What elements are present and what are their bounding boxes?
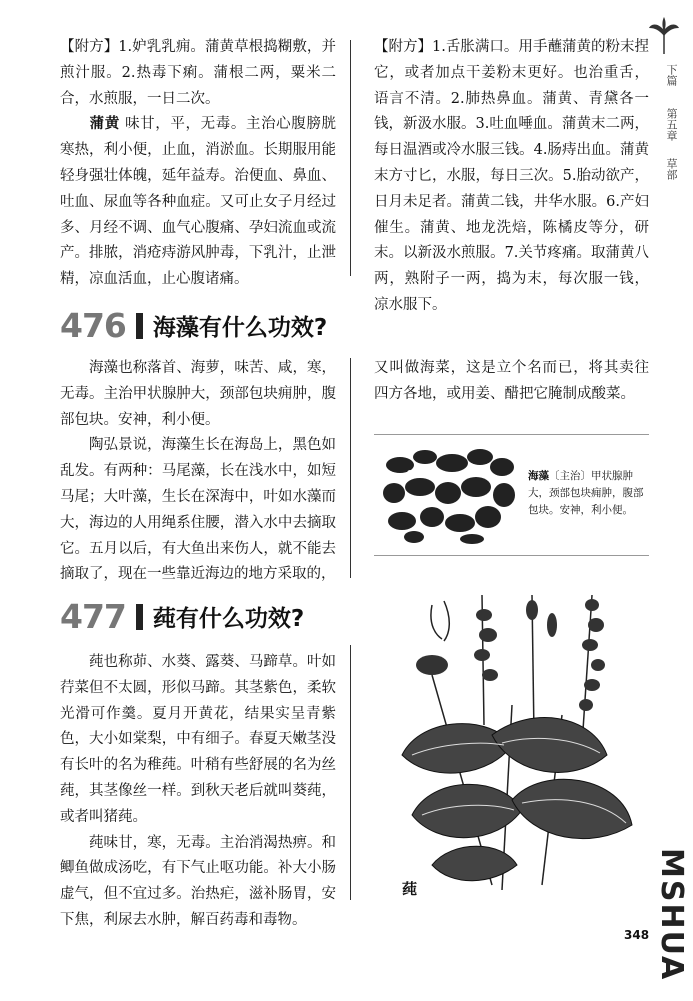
section-title: 莼有什么功效?: [152, 606, 305, 632]
puhuang-label: 蒲黄: [89, 116, 120, 133]
top-right-text: [374, 35, 649, 319]
page-number: 348: [624, 928, 650, 942]
side-volume: 下篇: [665, 64, 678, 86]
leaf-ornament-icon: [647, 16, 681, 60]
formula-text-right: 1.舌胀满口。用手蘸蒲黄的粉末捏它，或者加点干姜粉末更好。也治重舌，语言不清。2.肺热鼻血。蒲黄、青黛各一钱，新汲水服。3.吐血唾血。蒲黄末二两，每日温酒或冷水服三钱。4.肠痔出血。蒲黄末方寸匕，水服，每日三次。5.胎动欲产，日月未足者。蒲黄二钱，井华水服。6.产妇催生。蒲黄、地龙洗焙，陈橘皮等分，研末。以新汲水煎服。7.关节疼痛。取蒲黄八两，熟附子一两，捣为末，每次服一钱，凉水服下。: [374, 39, 650, 313]
column-divider-477: [350, 645, 351, 900]
column-divider-476: [350, 358, 351, 578]
formula-label: 【附方】: [60, 39, 119, 55]
figure-label: 莼: [402, 880, 418, 898]
s476-para2: 陶弘景说，海藻生长在海岛上，黑色如乱发。有两种：马尾藻，长在浅水中，如短马尾；大叶藻，生长在深海中，叶如水藻而大，海边的人用绳系住腰，潜入水中去摘取它。五月以后，有大鱼出来伤人，就不能去摘取了，现在一些靠近海边的地方采取的，: [60, 437, 336, 583]
s476-left-text: [60, 356, 336, 588]
seaweed-caption: [528, 468, 653, 519]
formula-label-right: 【附方】: [374, 39, 433, 55]
caption-name: 海藻: [528, 470, 549, 482]
heading-bar: [136, 313, 143, 339]
figure-rule-bottom: [374, 555, 649, 556]
formula-text: 1.妒乳乳痈。蒲黄草根捣糊敷，并煎汁服。2.热毒下痢。蒲根二两，粟米二合，水煎服，一日二次。: [60, 39, 336, 107]
column-divider-top: [350, 40, 351, 276]
side-section: 草部: [665, 158, 678, 180]
section-number: 476: [60, 306, 126, 345]
top-left-text: [60, 35, 336, 293]
heading-bar: [136, 604, 143, 630]
section-number: 477: [60, 597, 126, 636]
s476-para1: 海藻也称落首、海萝，味苦、咸，寒，无毒。主治甲状腺肿大，颈部包块痈肿，腹部包块。安神，利小便。: [60, 360, 336, 428]
side-chapter: 第五章: [665, 108, 678, 141]
s477-para1: 莼也称茆、水葵、露葵、马蹄草。叶如荇菜但不太圆，形似马蹄。其茎紫色，柔软光滑可作羹。夏月开黄花，结果实呈青紫色，大小如棠梨，中有细子。春夏天嫩茎没有长叶的名为稚莼。叶稍有些舒展的名为丝莼，其茎像丝一样。到秋天老后就叫葵莼，或者叫猪莼。: [60, 654, 336, 825]
water-shield-illustration: [392, 585, 642, 899]
section-477-heading: [60, 597, 304, 636]
section-title: 海藻有什么功效?: [152, 315, 328, 341]
s476-right-text: 又叫做海菜，这是立个名而已，将其卖往四方各地，或用姜、醋把它腌制成酸菜。: [374, 360, 649, 402]
puhuang-text: 味甘，平，无毒。主治心腹膀胱寒热，利小便，止血，消淤血。长期服用能轻身强壮体魄，延年益寿。治便血、鼻血、吐血、尿血等各种血症。又可止女子月经过多、月经不调、血气心腹痛、孕妇流血或流产。排脓，消疮痔游风肿毒，下乳汁，止泄精，凉血活血，止心腹诸痛。: [60, 116, 337, 288]
s477-para2: 莼味甘，寒，无毒。主治消渴热痹。和鲫鱼做成汤吃，有下气止呕功能。补大小肠虚气，但不宜过多。治热疟，滋补肠胃，安下焦，利尿去水肿，解百药毒和毒物。: [60, 834, 336, 928]
seaweed-illustration: [380, 445, 518, 549]
s477-left-text: [60, 650, 336, 934]
watermark: MSHUA: [654, 847, 689, 981]
section-476-heading: [60, 306, 327, 345]
caption-text: 〔主治〕甲状腺肿大，颈部包块痈肿，腹部包块。安神，利小便。: [528, 470, 644, 516]
figure-rule-top: [374, 434, 649, 435]
